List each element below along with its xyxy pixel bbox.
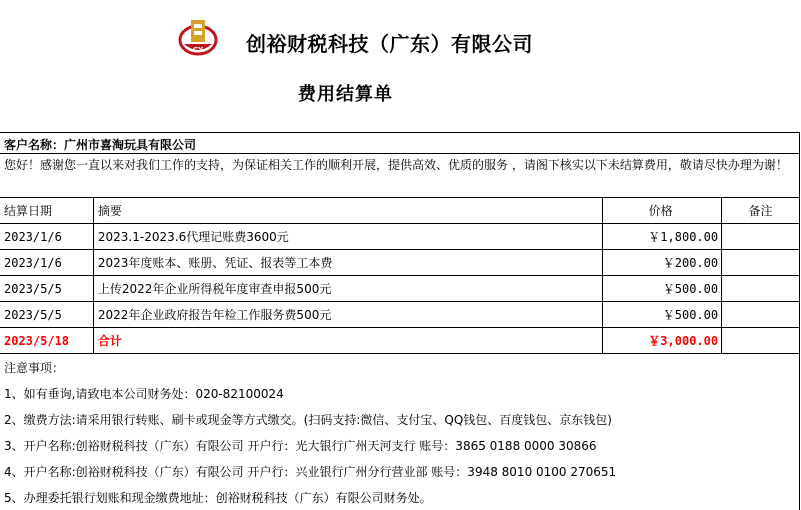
total-price: ￥3,000.00 — [603, 328, 722, 353]
total-date: 2023/5/18 — [0, 328, 94, 353]
row-description: 上传2022年企业所得税年度审查申报500元 — [94, 276, 603, 301]
document-header — [0, 0, 801, 132]
company-name: 创裕财税科技（广东）有限公司 — [246, 32, 533, 56]
notes-title: 注意事项： — [0, 354, 800, 380]
svg-text:CY: CY — [192, 46, 204, 54]
settlement-table — [0, 132, 800, 510]
greeting-text: 您好！感谢您一直以来对我们工作的支持，为保证相关工作的顺利开展，提供高效、优质的服务 ，请阁下核实以下未结算费用，敬请尽快办理为谢！ — [0, 154, 800, 198]
customer-label: 客户名称： — [4, 138, 65, 152]
total-note — [722, 328, 799, 353]
column-header-note: 备注 — [748, 204, 773, 218]
column-header-date: 结算日期 — [0, 198, 94, 223]
table-row — [0, 250, 800, 276]
customer-row — [0, 133, 800, 154]
note-item: 5、办理委托银行划账和现金缴费地址：创裕财税科技（广东）有限公司财务处。 — [0, 484, 800, 510]
note-item: 3、开户名称:创裕财税科技（广东）有限公司 开户行：光大银行广州天河支行 账号：3865 0188 0000 30866 — [0, 432, 800, 458]
table-header-row — [0, 198, 800, 224]
row-price: ￥500.00 — [603, 302, 722, 327]
row-date: 2023/5/5 — [0, 302, 94, 327]
note-item: 2、缴费方法:请采用银行转账、刷卡或现金等方式缴交。(扫码支持:微信、支付宝、QQ钱包、百度钱包、京东钱包) — [0, 406, 800, 432]
row-price: ￥200.00 — [603, 250, 722, 275]
document-title: 费用结算单 — [298, 84, 393, 105]
column-header-description: 摘要 — [94, 198, 603, 223]
customer-name: 广州市喜淘玩具有限公司 — [64, 138, 197, 152]
row-note — [722, 250, 799, 275]
row-description: 2023年度账本、账册、凭证、报表等工本费 — [94, 250, 603, 275]
note-item: 4、开户名称:创裕财税科技（广东）有限公司 开户行：兴业银行广州分行营业部 账号：3948 8010 0100 270651 — [0, 458, 800, 484]
row-date: 2023/5/5 — [0, 276, 94, 301]
table-row — [0, 302, 800, 328]
row-price: ￥500.00 — [603, 276, 722, 301]
row-description: 2022年企业政府报告年检工作服务费500元 — [94, 302, 603, 327]
table-row — [0, 276, 800, 302]
row-price: ￥1,800.00 — [603, 224, 722, 249]
notes-section — [0, 354, 800, 510]
row-note — [722, 302, 799, 327]
row-note — [722, 224, 799, 249]
company-logo-icon — [176, 16, 220, 58]
row-description: 2023.1-2023.6代理记账费3600元 — [94, 224, 603, 249]
column-header-price: 价格 — [603, 198, 722, 223]
row-date: 2023/1/6 — [0, 250, 94, 275]
row-date: 2023/1/6 — [0, 224, 94, 249]
row-note — [722, 276, 799, 301]
note-item: 1、如有垂询,请致电本公司财务处：020-82100024 — [0, 380, 800, 406]
total-row — [0, 328, 800, 354]
total-label: 合计 — [94, 328, 603, 353]
table-row — [0, 224, 800, 250]
